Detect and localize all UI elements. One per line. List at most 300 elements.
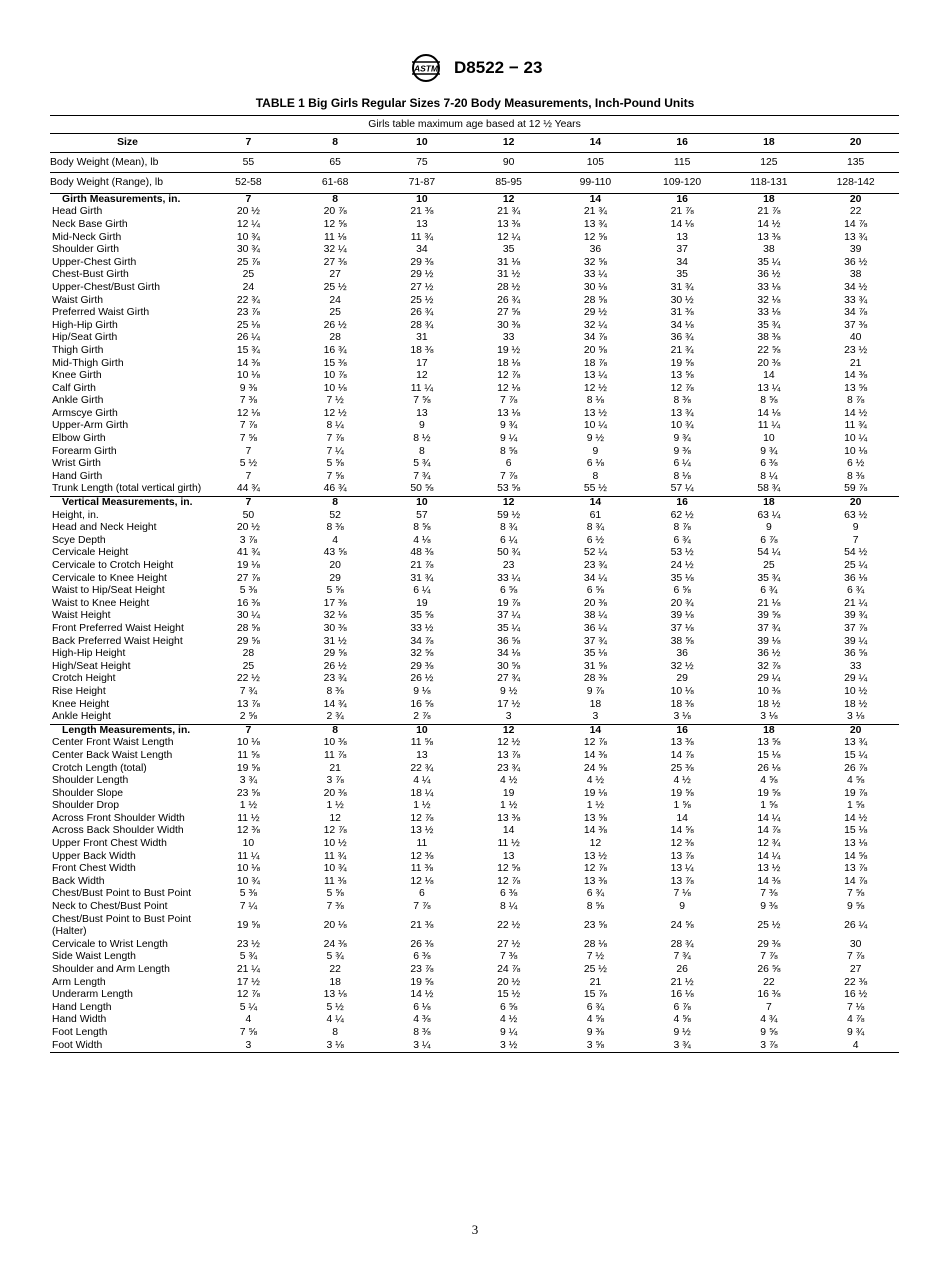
section-size-cell: 10 [416,193,428,205]
value-cell: 8 ⅜ [326,685,344,697]
value-cell: 11 ¼ [410,382,434,394]
row-label: Front Chest Width [52,863,136,875]
value-cell: 15 ⅛ [844,825,868,837]
value-cell: 19 ⅝ [236,919,260,931]
value-cell: 6 ¾ [673,534,691,546]
value-cell: 14 ⅜ [236,357,260,369]
value-cell: 23 ⅞ [410,964,434,975]
value-cell: 10 ⅞ [323,370,347,382]
value-cell: 36 ½ [757,269,781,281]
row-label: Scye Depth [52,534,106,546]
row-label: Forearm Girth [52,445,117,457]
value-cell: 24 ⅝ [583,762,607,774]
value-cell: 10 ¼ [844,433,868,445]
value-cell: 5 ¾ [239,951,258,963]
value-cell: 38 [763,244,775,256]
value-cell: 109-120 [639,173,726,194]
value-cell: 1 ½ [239,800,258,812]
value-cell: 36 ½ [757,648,781,660]
value-cell: 25 [242,269,255,281]
table-row [50,332,899,345]
table-row [50,788,899,801]
value-cell: 25 [242,660,255,672]
value-cell: 5 ⅜ [239,585,258,597]
row-label: Hip/Seat Girth [52,332,118,344]
value-cell: 25 [329,307,341,319]
value-cell: 29 ⅝ [236,635,260,647]
value-cell: 14 [763,370,775,382]
table-row [50,750,899,763]
table-row [50,610,899,623]
value-cell: 17 ½ [236,976,260,988]
section-size-cell: 10 [416,497,428,509]
value-cell: 11 ¾ [323,850,347,862]
value-cell: 12 ⅞ [497,875,521,887]
value-cell: 35 ¾ [757,319,781,331]
value-cell: 14 ¾ [323,698,347,710]
value-cell: 33 ⅛ [757,281,781,293]
value-cell: 21 ¾ [497,206,521,218]
value-cell: 8 ⅝ [586,901,605,913]
value-cell: 12 ⅝ [497,863,521,875]
value-cell: 11 [416,838,428,850]
value-cell: 32 ⅝ [410,648,434,660]
value-cell: 10 [242,838,255,850]
value-cell: 34 ¼ [583,572,607,584]
value-cell: 12 [416,370,428,382]
row-label: Trunk Length (total vertical girth) [50,483,205,496]
value-cell: 20 ⅝ [583,344,607,356]
value-cell: 7 ⅜ [760,888,778,900]
table-row [50,446,899,459]
value-cell: 6 ¾ [586,888,605,900]
value-cell: 12 ⅛ [497,382,521,394]
value-cell: 10 [763,433,775,445]
value-cell: 24 [242,281,255,293]
row-label: Knee Girth [52,370,102,382]
value-cell: 46 ¾ [292,483,379,496]
value-cell: 9 [592,445,599,457]
value-cell: 36 [589,244,602,256]
value-cell: 6 ⅜ [760,458,778,470]
value-cell: 3 ⅞ [239,534,258,546]
value-cell: 14 ⅛ [670,218,694,230]
value-cell: 12 ⅛ [410,875,434,887]
value-cell: 14 ⅝ [670,825,694,837]
section-size-cell: 7 [245,193,252,205]
table-row [50,901,899,914]
value-cell: 26 ½ [323,319,347,331]
value-cell: 8 ¾ [499,522,518,534]
value-cell: 28 ¾ [410,319,434,331]
table-row [50,636,899,649]
table-row [50,838,899,851]
value-cell: 12 ¼ [497,231,521,243]
value-cell: 9 ⅜ [760,901,778,913]
value-cell: 29 ⅜ [757,938,781,950]
value-cell: 23 ⅝ [583,919,607,931]
row-label: Chest/Bust Point to Bust Point (Halter) [52,913,192,938]
value-cell: 1 ½ [413,800,431,812]
value-cell: 34 [416,244,428,256]
row-label: Mid-Thigh Girth [52,357,124,369]
row-label: Upper Front Chest Width [52,838,167,850]
table-row [50,1014,899,1027]
value-cell: 11 ½ [237,812,260,824]
value-cell: 20 [329,560,341,571]
value-cell: 6 ¼ [499,534,518,546]
value-cell: 14 ⅜ [844,370,868,382]
section-size-cell: 7 [245,724,252,736]
row-label: High-Hip Height [52,648,126,660]
value-cell: 13 ½ [757,863,781,875]
table-row [50,876,899,889]
value-cell: 3 ⅛ [292,1040,379,1053]
value-cell: 7 ⅞ [413,901,431,913]
value-cell: 7 [245,445,252,457]
value-cell: 7 ½ [586,951,605,963]
value-cell: 9 ⅞ [586,685,605,697]
value-cell: 20 ¾ [670,597,694,609]
value-cell: 14 ½ [410,989,434,1001]
value-cell: 30 ⅜ [323,622,347,634]
table-row [50,510,899,523]
value-cell: 4 ⅜ [413,1014,431,1026]
value-cell: 4 ⅝ [760,775,778,787]
value-cell: 29 ⅜ [410,256,434,268]
value-cell: 12 ⅜ [670,838,694,850]
value-cell: 50 [242,509,255,521]
row-label: Shoulder Drop [52,800,120,812]
row-label: Center Front Waist Length [52,737,174,749]
value-cell: 57 ¼ [639,483,726,496]
value-cell: 4 [332,534,339,546]
row-label: Body Weight (Range), lb [50,173,205,194]
value-cell: 7 ¾ [413,470,431,482]
value-cell: 6 ⅜ [413,951,431,963]
table-row [50,408,899,421]
value-cell: 20 ½ [497,976,521,988]
value-cell: 12 ⅞ [497,370,521,382]
section-size-cell: 12 [502,724,515,736]
document-header [0,52,950,84]
table-row [50,775,899,788]
row-label: Cervicale to Crotch Height [52,560,174,571]
value-cell: 26 ¼ [236,332,260,344]
value-cell: 13 [416,218,428,230]
value-cell: 7 ⅛ [846,1001,865,1013]
value-cell: 20 ½ [236,206,260,218]
value-cell: 14 ⅜ [757,875,781,887]
value-cell: 23 ¾ [497,762,521,774]
value-cell: 27 ⅜ [323,256,347,268]
value-cell: 9 ⅜ [673,445,691,457]
value-cell: 31 ⅝ [583,660,607,672]
value-cell: 23 ½ [844,344,868,356]
value-cell: 11 ¼ [757,420,781,432]
value-cell: 20 ⅞ [323,206,347,218]
value-cell: 52 ¼ [583,547,607,559]
section-size-cell: 12 [502,497,515,509]
value-cell: 21 ⅛ [757,597,781,609]
value-cell: 7 ⅝ [413,395,431,407]
page-number: 3 [471,1222,479,1237]
value-cell: 26 ½ [323,660,347,672]
value-cell: 8 [332,1026,339,1038]
value-cell: 8 ¼ [499,901,518,913]
value-cell: 15 ⅜ [323,357,347,369]
value-cell: 38 [849,269,862,281]
value-cell: 57 [416,509,428,521]
row-label: Preferred Waist Girth [52,307,150,319]
table-row [50,483,899,496]
value-cell: 13 ½ [583,407,607,419]
value-cell: 34 ½ [844,281,868,293]
value-cell: 31 ½ [497,269,521,281]
value-cell: 25 ½ [583,964,607,975]
value-cell: 29 ¼ [844,673,868,685]
table-row [50,232,899,245]
value-cell: 15 ¼ [844,749,868,761]
value-cell: 5 ⅝ [326,585,344,597]
table-row [50,699,899,712]
value-cell: 35 ⅛ [583,648,607,660]
value-cell: 13 ⅝ [583,812,607,824]
value-cell: 32 ¼ [323,244,347,256]
section-size-cell: 16 [676,497,688,509]
row-label: Back Width [52,875,105,887]
value-cell: 8 ⅞ [846,395,865,407]
value-cell: 33 ¾ [844,294,868,306]
value-cell: 7 ⅞ [499,470,518,482]
table-row [50,244,899,257]
value-cell: 18 ½ [844,698,868,710]
value-cell: 12 ½ [583,382,607,394]
value-cell: 1 ½ [499,800,518,812]
value-cell: 26 ¾ [497,294,521,306]
value-cell: 2 ⅝ [205,711,292,724]
table-row [50,560,899,573]
value-cell: 31 ¾ [670,281,694,293]
value-cell: 6 ⅛ [586,458,605,470]
table-caption: TABLE 1 Big Girls Regular Sizes 7-20 Body Measurements, Inch-Pound Units [255,96,695,110]
row-label: Wrist Girth [52,458,101,470]
table-row [50,648,899,661]
value-cell: 58 ¾ [726,483,813,496]
value-cell: 19 ½ [497,344,521,356]
value-cell: 21 [849,357,862,369]
section-title: Girth Measurements, in. [62,193,181,205]
value-cell: 17 ½ [497,698,521,710]
value-cell: 52-58 [205,173,292,194]
value-cell: 14 ¼ [757,850,781,862]
value-cell: 39 [849,244,862,256]
row-label: Upper-Arm Girth [52,420,129,432]
value-cell: 25 ⅞ [236,256,260,268]
value-cell: 14 [676,812,688,824]
value-cell: 12 ⅞ [583,863,607,875]
value-cell: 28 ½ [497,281,521,293]
value-cell: 33 ¼ [497,572,521,584]
row-label: Foot Length [52,1026,108,1038]
value-cell: 59 ⅞ [812,483,899,496]
value-cell: 21 ⅞ [757,206,781,218]
value-cell: 14 ⅝ [844,850,868,862]
value-cell: 4 ¼ [326,1014,344,1026]
table-row [50,673,899,686]
value-cell: 25 ⅛ [236,319,260,331]
value-cell: 6 ⅛ [413,1001,431,1013]
value-cell: 7 ¼ [239,901,258,913]
value-cell: 9 ⅛ [413,685,431,697]
value-cell: 24 ⅞ [497,964,521,975]
value-cell: 8 ½ [413,433,431,445]
value-cell: 9 [418,420,425,432]
size-header-cell: 18 [726,134,813,153]
table-row [50,888,899,901]
value-cell: 19 ⅝ [410,976,434,988]
value-cell: 13 ¼ [670,863,694,875]
value-cell: 9 [765,522,772,534]
value-cell: 65 [292,152,379,173]
table-row [50,661,899,674]
value-cell: 59 ½ [497,509,521,521]
row-label: Foot Width [50,1040,205,1053]
value-cell: 21 ⅜ [410,206,434,218]
value-cell: 13 ⅜ [670,737,694,749]
value-cell: 19 ⅛ [583,787,607,799]
row-label: Ankle Girth [52,395,104,407]
value-cell: 25 ½ [323,281,347,293]
value-cell: 37 ¾ [757,622,781,634]
table-row [50,851,899,864]
value-cell: 55 [205,152,292,173]
table-note: Girls table maximum age based at 12 ½ Years [50,116,899,134]
value-cell: 18 [329,976,341,988]
value-cell: 6 ¼ [413,585,431,597]
value-cell: 9 ¾ [673,433,691,445]
value-cell: 85-95 [465,173,552,194]
value-cell: 3 ⅞ [326,775,344,787]
value-cell: 43 ⅝ [323,547,347,559]
value-cell: 13 ⅛ [323,989,347,1001]
value-cell: 105 [552,152,639,173]
value-cell: 9 ⅝ [760,1026,778,1038]
value-cell: 22 [329,964,341,975]
value-cell: 22 ½ [497,919,521,931]
value-cell: 115 [639,152,726,173]
value-cell: 8 ¾ [586,522,605,534]
section-size-cell: 8 [332,724,339,736]
value-cell: 4 ½ [499,775,518,787]
value-cell: 9 ¾ [846,1026,865,1038]
value-cell: 26 ¼ [844,919,868,931]
value-cell: 9 ½ [673,1026,691,1038]
table-row [50,686,899,699]
table-row [50,320,899,333]
row-label: Ankle Height [50,711,205,724]
value-cell: 3 ⅝ [552,1040,639,1053]
value-cell: 15 ½ [497,989,521,1001]
value-cell: 13 ½ [583,850,607,862]
value-cell: 18 [589,698,602,710]
table-row [50,914,899,939]
value-cell: 3 ⅛ [812,711,899,724]
value-cell: 9 ¾ [499,420,518,432]
value-cell: 13 ½ [410,825,434,837]
value-cell: 22 [849,206,862,218]
value-cell: 5 ¼ [239,1001,258,1013]
table-row [50,257,899,270]
value-cell: 20 ⅜ [323,787,347,799]
size-header-cell: 12 [465,134,552,153]
value-cell: 3 ¼ [379,1040,466,1053]
value-cell: 2 ¾ [292,711,379,724]
section-title: Length Measurements, in. [62,724,191,736]
value-cell: 10 ¾ [236,231,260,243]
value-cell: 31 [416,332,428,344]
row-label: Upper-Chest/Bust Girth [52,281,160,293]
value-cell: 7 ⅞ [499,395,518,407]
value-cell: 16 ⅜ [757,989,781,1001]
value-cell: 28 ⅛ [583,938,607,950]
value-cell: 5 ¾ [326,951,344,963]
value-cell: 50 ⅝ [379,483,466,496]
value-cell: 37 ¼ [497,610,521,622]
value-cell: 12 ⅜ [236,825,260,837]
value-cell: 10 ½ [844,685,868,697]
value-cell: 7 ¾ [239,685,258,697]
value-cell: 11 ⅛ [323,231,347,243]
value-cell: 6 ¾ [760,585,778,597]
row-label: Crotch Length (total) [52,762,147,774]
value-cell: 135 [812,152,899,173]
value-cell: 75 [379,152,466,173]
row-label: Mid-Neck Girth [52,231,122,243]
value-cell: 32 ⅝ [583,256,607,268]
value-cell: 6 ⅝ [586,585,605,597]
section-size-cell: 8 [332,193,339,205]
value-cell: 13 ⅛ [497,407,521,419]
row-label: Waist Height [52,610,111,622]
value-cell: 118-131 [726,173,813,194]
value-cell: 99-110 [552,173,639,194]
table-row [50,1027,899,1040]
row-label: Hand Width [52,1014,107,1026]
value-cell: 12 [329,812,341,824]
value-cell: 34 ⅛ [497,648,521,660]
value-cell: 22 [763,976,775,988]
value-cell: 31 ½ [323,635,347,647]
value-cell: 13 ⅞ [497,749,521,761]
value-cell: 5 ⅝ [326,458,344,470]
value-cell: 30 ¾ [236,244,260,256]
value-cell: 17 [416,357,428,369]
row-label: Chest/Bust Point to Bust Point [52,888,192,900]
value-cell: 13 ¾ [670,407,694,419]
value-cell: 12 [589,838,602,850]
measurements-table [50,115,899,1053]
value-cell: 29 [676,673,688,685]
value-cell: 18 ½ [757,698,781,710]
value-cell: 4 ⅛ [413,534,431,546]
value-cell: 14 ⅜ [583,825,607,837]
value-cell: 10 ¼ [583,420,607,432]
section-size-cell: 18 [763,193,775,205]
value-cell: 30 ¼ [236,610,260,622]
value-cell: 19 ⅝ [670,357,694,369]
row-label: Chest-Bust Girth [52,269,129,281]
